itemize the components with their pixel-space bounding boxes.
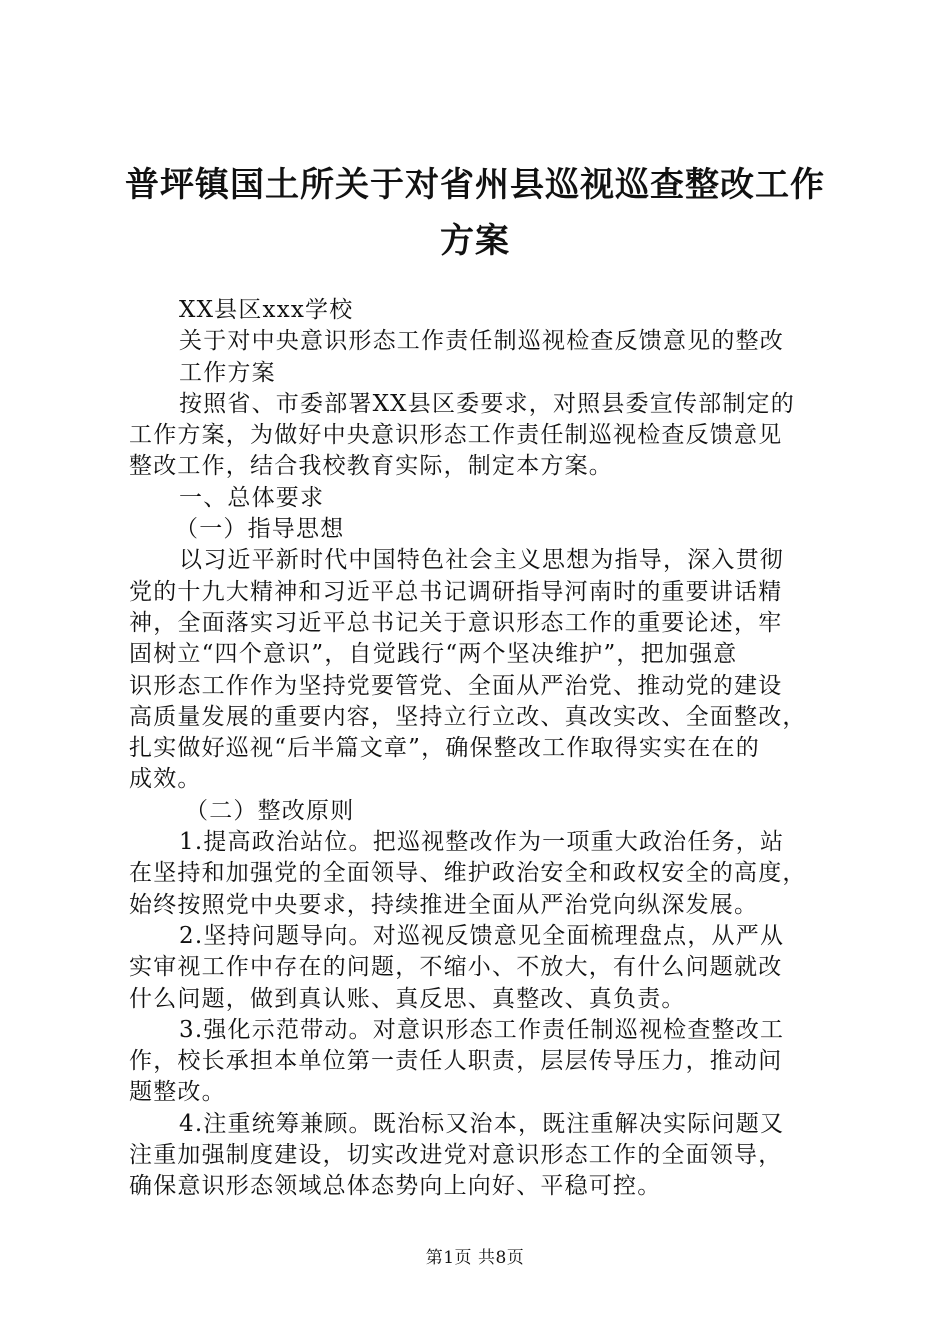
school-name: XX县区xxx学校: [179, 297, 354, 323]
paragraph-line: 以习近平新时代中国特色社会主义思想为指导，深入贯彻: [179, 547, 784, 574]
subtitle-line-1: 关于对中央意识形态工作责任制巡视检查反馈意见的整改: [179, 328, 784, 355]
paragraph-line: 实审视工作中存在的问题，不缩小、不放大，有什么问题就改: [129, 954, 783, 981]
paragraph-line: 高质量发展的重要内容，坚持立行立改、真改实改、全面整改，: [129, 703, 807, 730]
paragraph-line: 确保意识形态领域总体态势向上向好、平稳可控。: [129, 1173, 662, 1200]
subsection-heading: （一）指导思想: [175, 516, 345, 543]
paragraph-line: 注重加强制度建设，切实改进党对意识形态工作的全面领导，: [129, 1142, 783, 1169]
paragraph-line: 党的十九大精神和习近平总书记调研指导河南时的重要讲话精: [129, 578, 783, 605]
paragraph-line: 3.强化示范带动。对意识形态工作责任制巡视检查整改工: [179, 1016, 785, 1043]
paragraph-line: 固树立“四个意识”，自觉践行“两个坚决维护”，把加强意: [129, 641, 738, 668]
paragraph-line: 4.注重统筹兼顾。既治标又治本，既注重解决实际问题又: [179, 1110, 785, 1137]
paragraph-line: 工作方案，为做好中央意识形态工作责任制巡视检查反馈意见: [129, 422, 783, 449]
paragraph-line: 1.提高政治站位。把巡视整改作为一项重大政治任务，站: [179, 829, 785, 856]
paragraph-line: 扎实做好巡视“后半篇文章”，确保整改工作取得实实在在的: [129, 735, 760, 762]
document-body: [129, 295, 829, 1203]
subtitle-line-2: 工作方案: [179, 359, 276, 386]
paragraph-line: 识形态工作作为坚持党要管党、全面从严治党、推动党的建设: [129, 672, 783, 699]
subsection-heading: （二）整改原则: [185, 797, 355, 824]
document-title-line-2: 方案: [440, 221, 510, 261]
paragraph-line: 成效。: [129, 766, 202, 793]
section-heading: 一、总体要求: [179, 484, 325, 511]
paragraph-line: 什么问题，做到真认账、真反思、真整改、真负责。: [129, 985, 686, 1012]
paragraph-line: 在坚持和加强党的全面领导、维护政治安全和政权安全的高度，: [129, 860, 807, 887]
paragraph-line: 始终按照党中央要求，持续推进全面从严治党向纵深发展。: [129, 891, 759, 918]
page-footer: 第1页 共8页: [425, 1248, 525, 1268]
document-title-line-1: 普坪镇国土所关于对省州县巡视巡查整改工作: [125, 165, 825, 205]
paragraph-line: 题整改。: [129, 1079, 226, 1106]
paragraph-line: 整改工作，结合我校教育实际，制定本方案。: [129, 453, 613, 480]
paragraph-line: 按照省、市委部署XX县区委要求，对照县委宣传部制定的: [179, 390, 795, 417]
paragraph-line: 作，校长承担本单位第一责任人职责，层层传导压力，推动问: [129, 1048, 783, 1075]
paragraph-line: 2.坚持问题导向。对巡视反馈意见全面梳理盘点，从严从: [179, 922, 785, 949]
paragraph-line: 神，全面落实习近平总书记关于意识形态工作的重要论述，牢: [129, 609, 783, 636]
